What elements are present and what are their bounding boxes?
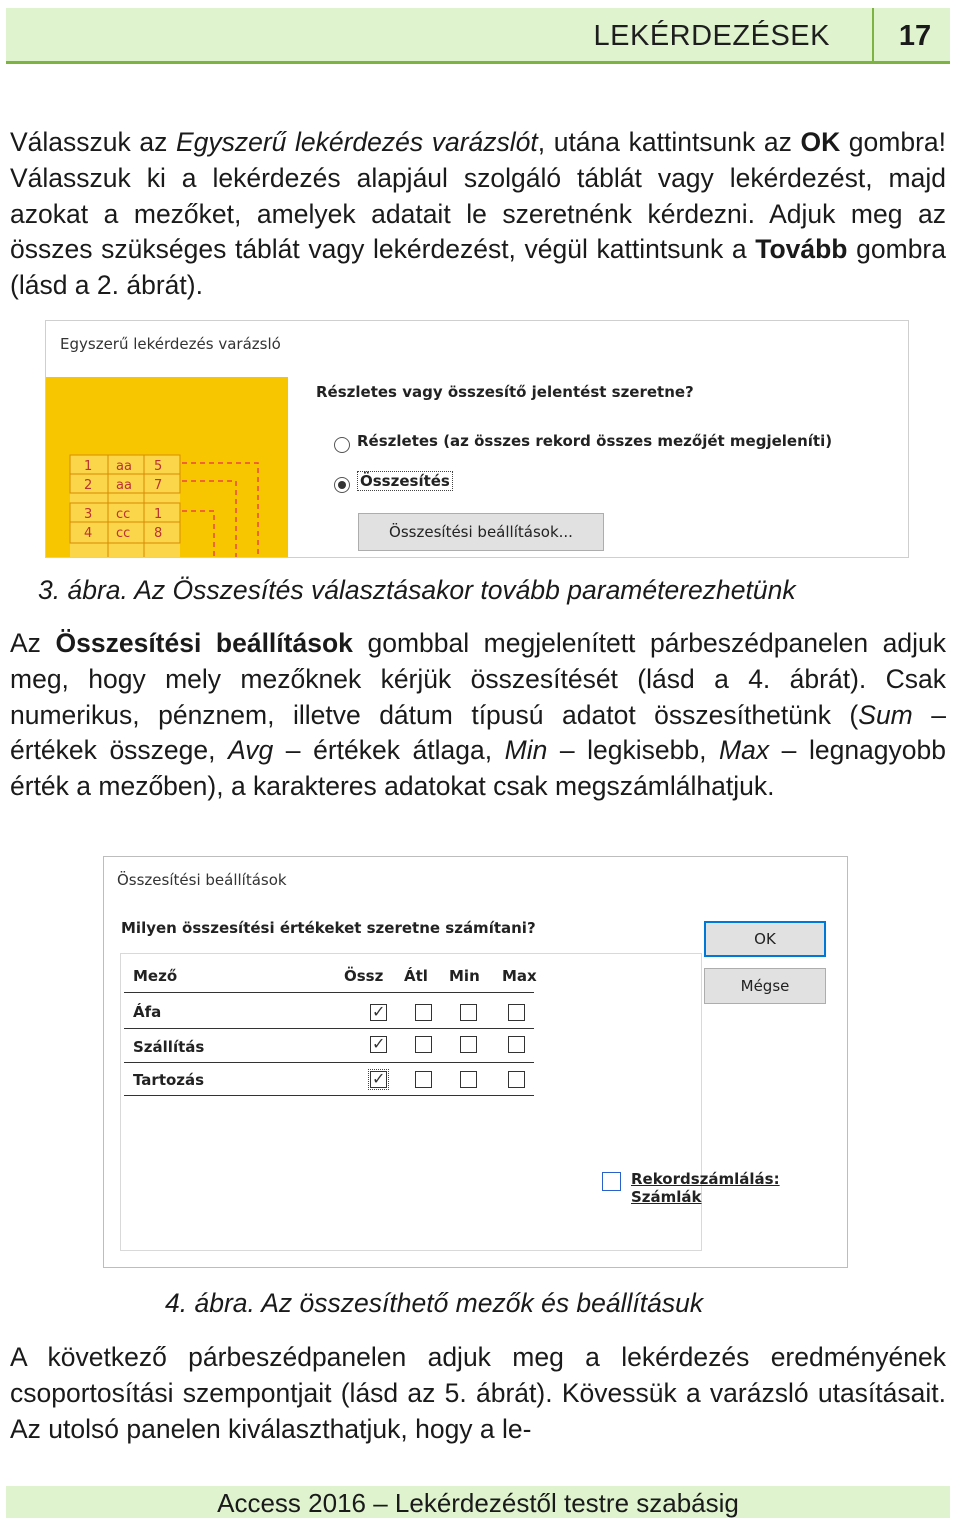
detail-option-label: Részletes (az összes rekord összes mezőjét megjeleníti) [357,432,833,450]
wizard-question: Részletes vagy összesítő jelentést szeretne? [316,383,694,401]
column-header-min: Min [449,967,480,985]
record-count-checkbox[interactable] [602,1172,621,1191]
footer-text: Access 2016 – Lekérdezéstől testre szabásig [217,1488,739,1518]
dialog-title: Összesítési beállítások [117,871,287,889]
column-header-max: Max [502,967,537,985]
checkbox-afa-sum[interactable] [370,1004,387,1021]
checkbox-afa-min[interactable] [460,1004,477,1021]
cell: cc [116,507,131,522]
paragraph-1: Válasszuk az Egyszerű lekérdezés varázslót, utána kattintsunk az OK gombra! Válasszuk ki a lekérdezés alapjául szolgáló táblát vagy lekérdezést, majd azokat a mezőket, amelyek adatait le szeretnénk kérdezni. Adjuk meg az összes szükséges táblát vagy lekérdezést, végül kattintsunk a Tovább gombra (lásd a 2. ábrát). [10,127,947,301]
checkbox-szallitas-max[interactable] [508,1036,525,1053]
row-label-afa: Áfa [133,1003,162,1021]
cell: 2 [84,478,93,493]
checkbox-szallitas-min[interactable] [460,1036,477,1053]
row-underline [124,1028,534,1029]
record-count-label: Rekordszámlálás: Számlák [631,1170,780,1206]
cell: aa [116,478,132,493]
summary-options-button[interactable]: Összesítési beállítások... [358,513,604,551]
dialog-question: Milyen összesítési értékeket szeretne számítani? [121,919,536,937]
cell: 3 [84,507,93,522]
cell: 1 [84,459,93,474]
column-header-sum: Össz [344,967,384,985]
row-label-tartozas: Tartozás [133,1071,205,1089]
checkbox-tartozas-sum[interactable] [370,1071,387,1088]
header-divider [872,8,874,61]
summary-radio[interactable] [334,477,350,493]
figure-4-caption: 4. ábra. Az összesíthető mezők és beállításuk [165,1288,704,1318]
wizard-title: Egyszerű lekérdezés varázsló [60,335,281,353]
wizard-illustration [46,377,288,558]
checkbox-szallitas-avg[interactable] [415,1036,432,1053]
cell: cc [116,526,131,541]
checkbox-afa-avg[interactable] [415,1004,432,1021]
detail-radio[interactable] [334,437,350,453]
column-header-avg: Átl [404,967,428,985]
chapter-title: LEKÉRDEZÉSEK [593,20,830,52]
summary-options-dialog-screenshot [103,856,848,1268]
cell: aa [116,459,132,474]
cell: 4 [84,526,93,541]
cell: 5 [154,459,163,474]
cancel-button[interactable]: Mégse [704,968,826,1004]
row-underline [124,1095,534,1096]
checkbox-tartozas-max[interactable] [508,1071,525,1088]
checkbox-afa-max[interactable] [508,1004,525,1021]
row-label-szallitas: Szállítás [133,1038,205,1056]
column-header-field: Mező [133,967,178,985]
summary-grid-frame [120,953,702,1251]
page-footer [6,1486,950,1518]
summary-option-label: Összesítés [357,472,453,490]
paragraph-3: A következő párbeszédpanelen adjuk meg a lekérdezés eredményének csoportosítási szempontjait (lásd az 5. ábrát). Kövessük a varázsló utasításait. Az utolsó panelen kiválaszthatjuk, hogy a le- [10,1342,946,1444]
header-underline [124,992,534,993]
cell: 7 [154,478,163,493]
checkbox-szallitas-sum[interactable] [370,1036,387,1053]
cell: 8 [154,526,163,541]
row-underline [124,1062,534,1063]
page-number: 17 [898,20,932,52]
figure-3-caption: 3. ábra. Az Összesítés választásakor tovább paraméterezhetünk [38,575,796,605]
checkbox-tartozas-avg[interactable] [415,1071,432,1088]
paragraph-2: Az Összesítési beállítások gombbal megjelenített párbeszédpanelen adjuk meg, hogy mely mezőknek kérjük összesítését (lásd a 4. ábrát). Csak numerikus, pénznem, illetve dátum típusú adatot összesíthetünk (Sum – értékek összege, Avg – értékek átlaga, Min – legkisebb, Max – legnagyobb érték a mezőben), a karakteres adatokat csak megszámlálhatjuk. [10,628,946,802]
ok-button[interactable]: OK [704,921,826,957]
checkbox-tartozas-min[interactable] [460,1071,477,1088]
simple-query-wizard-screenshot [45,320,909,558]
page-header [6,8,950,64]
cell: 1 [154,507,163,522]
